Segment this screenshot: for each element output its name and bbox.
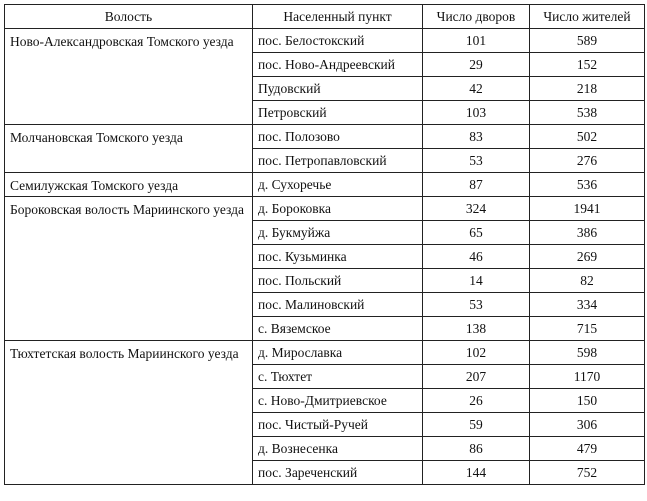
residents-cell: 1941 xyxy=(530,197,645,221)
settlement-cell: пос. Полозово xyxy=(253,125,423,149)
volost-cell: Тюхтетская волость Мариинского уезда xyxy=(5,341,253,485)
residents-cell: 479 xyxy=(530,437,645,461)
residents-cell: 306 xyxy=(530,413,645,437)
settlement-cell: пос. Чистый-Ручей xyxy=(253,413,423,437)
residents-cell: 598 xyxy=(530,341,645,365)
table-body xyxy=(5,29,645,485)
table-row xyxy=(5,341,645,365)
households-cell: 59 xyxy=(423,413,530,437)
settlement-cell: пос. Петропавловский xyxy=(253,149,423,173)
settlement-cell: д. Букмуйжа xyxy=(253,221,423,245)
settlement-cell: пос. Польский xyxy=(253,269,423,293)
households-cell: 144 xyxy=(423,461,530,485)
households-cell: 87 xyxy=(423,173,530,197)
households-cell: 42 xyxy=(423,77,530,101)
residents-cell: 386 xyxy=(530,221,645,245)
header-residents: Число жителей xyxy=(530,5,645,29)
table-row xyxy=(5,29,645,53)
residents-cell: 218 xyxy=(530,77,645,101)
settlement-cell: пос. Ново-Андреевский xyxy=(253,53,423,77)
settlements-table xyxy=(4,4,645,485)
table-row xyxy=(5,197,645,221)
table-row xyxy=(5,173,645,197)
households-cell: 86 xyxy=(423,437,530,461)
households-cell: 29 xyxy=(423,53,530,77)
settlement-cell: с. Ново-Дмитриевское xyxy=(253,389,423,413)
residents-cell: 1170 xyxy=(530,365,645,389)
households-cell: 324 xyxy=(423,197,530,221)
residents-cell: 715 xyxy=(530,317,645,341)
residents-cell: 589 xyxy=(530,29,645,53)
residents-cell: 152 xyxy=(530,53,645,77)
households-cell: 65 xyxy=(423,221,530,245)
settlement-cell: пос. Малиновский xyxy=(253,293,423,317)
settlement-cell: д. Мирославка xyxy=(253,341,423,365)
residents-cell: 538 xyxy=(530,101,645,125)
header-volost: Волость xyxy=(5,5,253,29)
residents-cell: 150 xyxy=(530,389,645,413)
settlement-cell: с. Тюхтет xyxy=(253,365,423,389)
settlement-cell: д. Бороковка xyxy=(253,197,423,221)
settlement-cell: с. Вяземское xyxy=(253,317,423,341)
settlement-cell: Пудовский xyxy=(253,77,423,101)
table-row xyxy=(5,125,645,149)
households-cell: 26 xyxy=(423,389,530,413)
households-cell: 53 xyxy=(423,293,530,317)
volost-cell: Семилужская Томского уезда xyxy=(5,173,253,197)
settlement-cell: пос. Кузьминка xyxy=(253,245,423,269)
table-header xyxy=(5,5,645,29)
header-row xyxy=(5,5,645,29)
volost-cell: Ново-Александровская Томского уезда xyxy=(5,29,253,125)
header-settlement: Населенный пункт xyxy=(253,5,423,29)
volost-cell: Молчановская Томского уезда xyxy=(5,125,253,173)
residents-cell: 502 xyxy=(530,125,645,149)
residents-cell: 334 xyxy=(530,293,645,317)
households-cell: 46 xyxy=(423,245,530,269)
settlement-cell: д. Сухоречье xyxy=(253,173,423,197)
households-cell: 103 xyxy=(423,101,530,125)
residents-cell: 536 xyxy=(530,173,645,197)
households-cell: 83 xyxy=(423,125,530,149)
residents-cell: 276 xyxy=(530,149,645,173)
settlement-cell: пос. Зареченский xyxy=(253,461,423,485)
residents-cell: 269 xyxy=(530,245,645,269)
households-cell: 102 xyxy=(423,341,530,365)
residents-cell: 82 xyxy=(530,269,645,293)
households-cell: 138 xyxy=(423,317,530,341)
header-households: Число дворов xyxy=(423,5,530,29)
households-cell: 207 xyxy=(423,365,530,389)
volost-cell: Бороковская волость Мариинского уезда xyxy=(5,197,253,341)
households-cell: 101 xyxy=(423,29,530,53)
settlement-cell: Петровский xyxy=(253,101,423,125)
settlement-cell: пос. Белостокский xyxy=(253,29,423,53)
households-cell: 14 xyxy=(423,269,530,293)
residents-cell: 752 xyxy=(530,461,645,485)
settlement-cell: д. Вознесенка xyxy=(253,437,423,461)
households-cell: 53 xyxy=(423,149,530,173)
